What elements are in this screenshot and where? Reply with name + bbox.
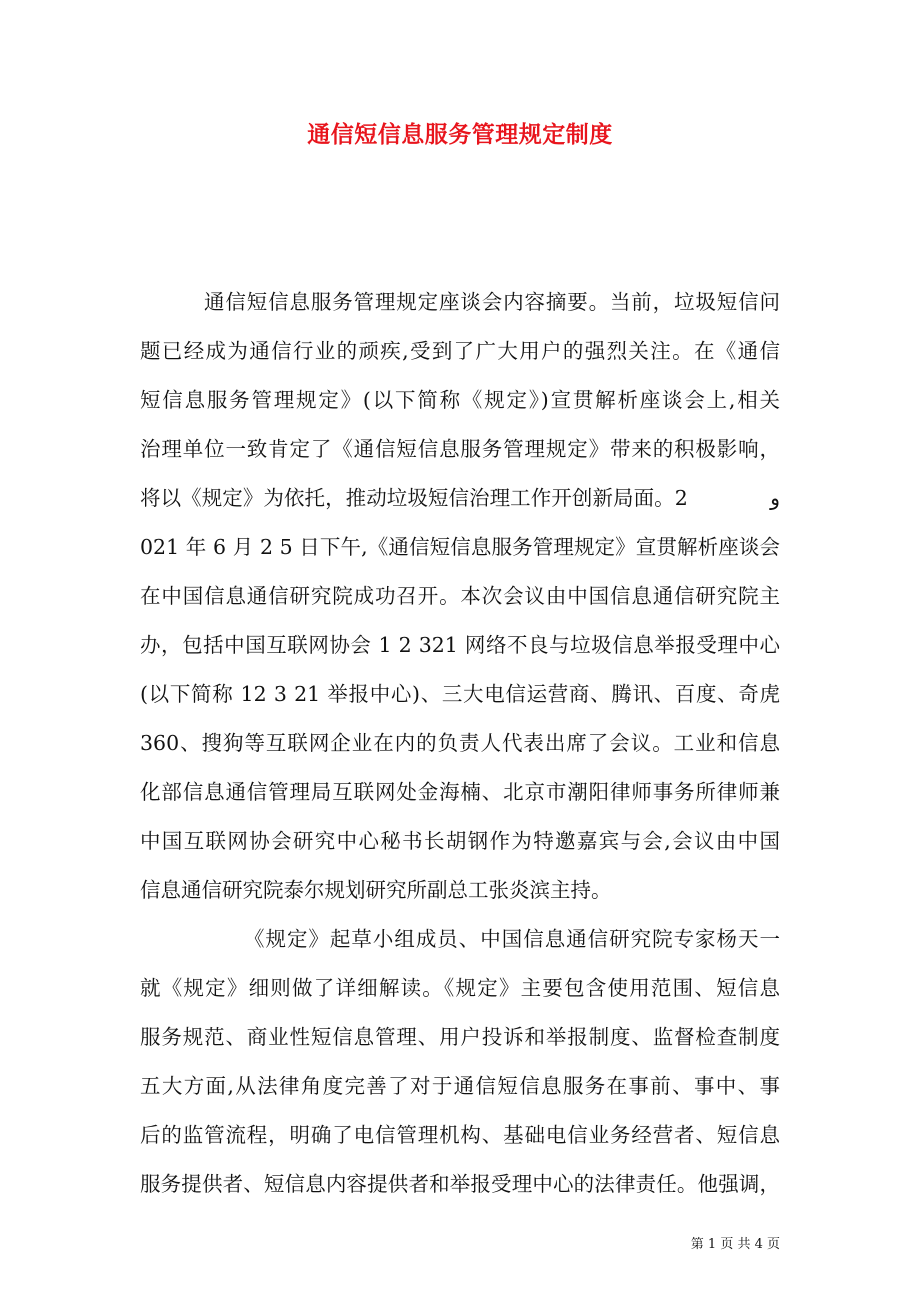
paragraph-line: 治理单位一致肯定了《通信短信息服务管理规定》带来的积极影响， [140, 437, 780, 461]
paragraph-line: 服务提供者、短信息内容提供者和举报受理中心的法律责任。他强调， [140, 1172, 780, 1196]
page-number: 第 1 页 共 4 页 [690, 1237, 780, 1252]
paragraph-line: (以下简称 12 3 21 举报中心)、三大电信运营商、腾讯、百度、奇虎 [140, 682, 780, 706]
paragraph-line: 办，包括中国互联网协会 1 2 321 网络不良与垃圾信息举报受理中心 [140, 633, 780, 657]
paragraph-line: 题已经成为通信行业的顽疾,受到了广大用户的强烈关注。在《通信 [140, 339, 780, 363]
paragraph-line: 在中国信息通信研究院成功召开。本次会议由中国信息通信研究院主 [140, 584, 780, 608]
paragraph-line: 通信短信息服务管理规定座谈会内容摘要。当前，垃圾短信问 [204, 290, 780, 314]
paragraph-line: 中国互联网协会研究中心秘书长胡钢作为特邀嘉宾与会,会议由中国 [140, 829, 780, 853]
paragraph-line: 短信息服务管理规定》(以下简称《规定》)宣贯解析座谈会上,相关 [140, 388, 780, 412]
paragraph-line: 《规定》起草小组成员、中国信息通信研究院专家杨天一 [244, 927, 780, 951]
paragraph-line: 化部信息通信管理局互联网处金海楠、北京市潮阳律师事务所律师兼 [140, 780, 780, 804]
paragraph-line: 服务规范、商业性短信息管理、用户投诉和举报制度、监督检查制度 [140, 1025, 780, 1049]
paragraph-line: 360、搜狗等互联网企业在内的负责人代表出席了会议。工业和信息 [140, 731, 780, 755]
paragraph-line: 后的监管流程，明确了电信管理机构、基础电信业务经营者、短信息 [140, 1123, 780, 1147]
paragraph-line: 就《规定》细则做了详细解读。《规定》主要包含使用范围、短信息 [140, 976, 780, 1000]
paragraph-line: 021 年 6 月 2 5 日下午,《通信短信息服务管理规定》宣贯解析座谈会 [140, 535, 780, 559]
paragraph-line: 五大方面,从法律角度完善了对于通信短信息服务在事前、事中、事 [140, 1074, 780, 1098]
paragraph-line: 将以《规定》为依托，推动垃圾短信治理工作开创新局面。2 و [140, 486, 780, 510]
paragraph-line: 信息通信研究院泰尔规划研究所副总工张炎滨主持。 [140, 878, 612, 902]
document-title: 通信短信息服务管理规定制度 [307, 121, 613, 148]
